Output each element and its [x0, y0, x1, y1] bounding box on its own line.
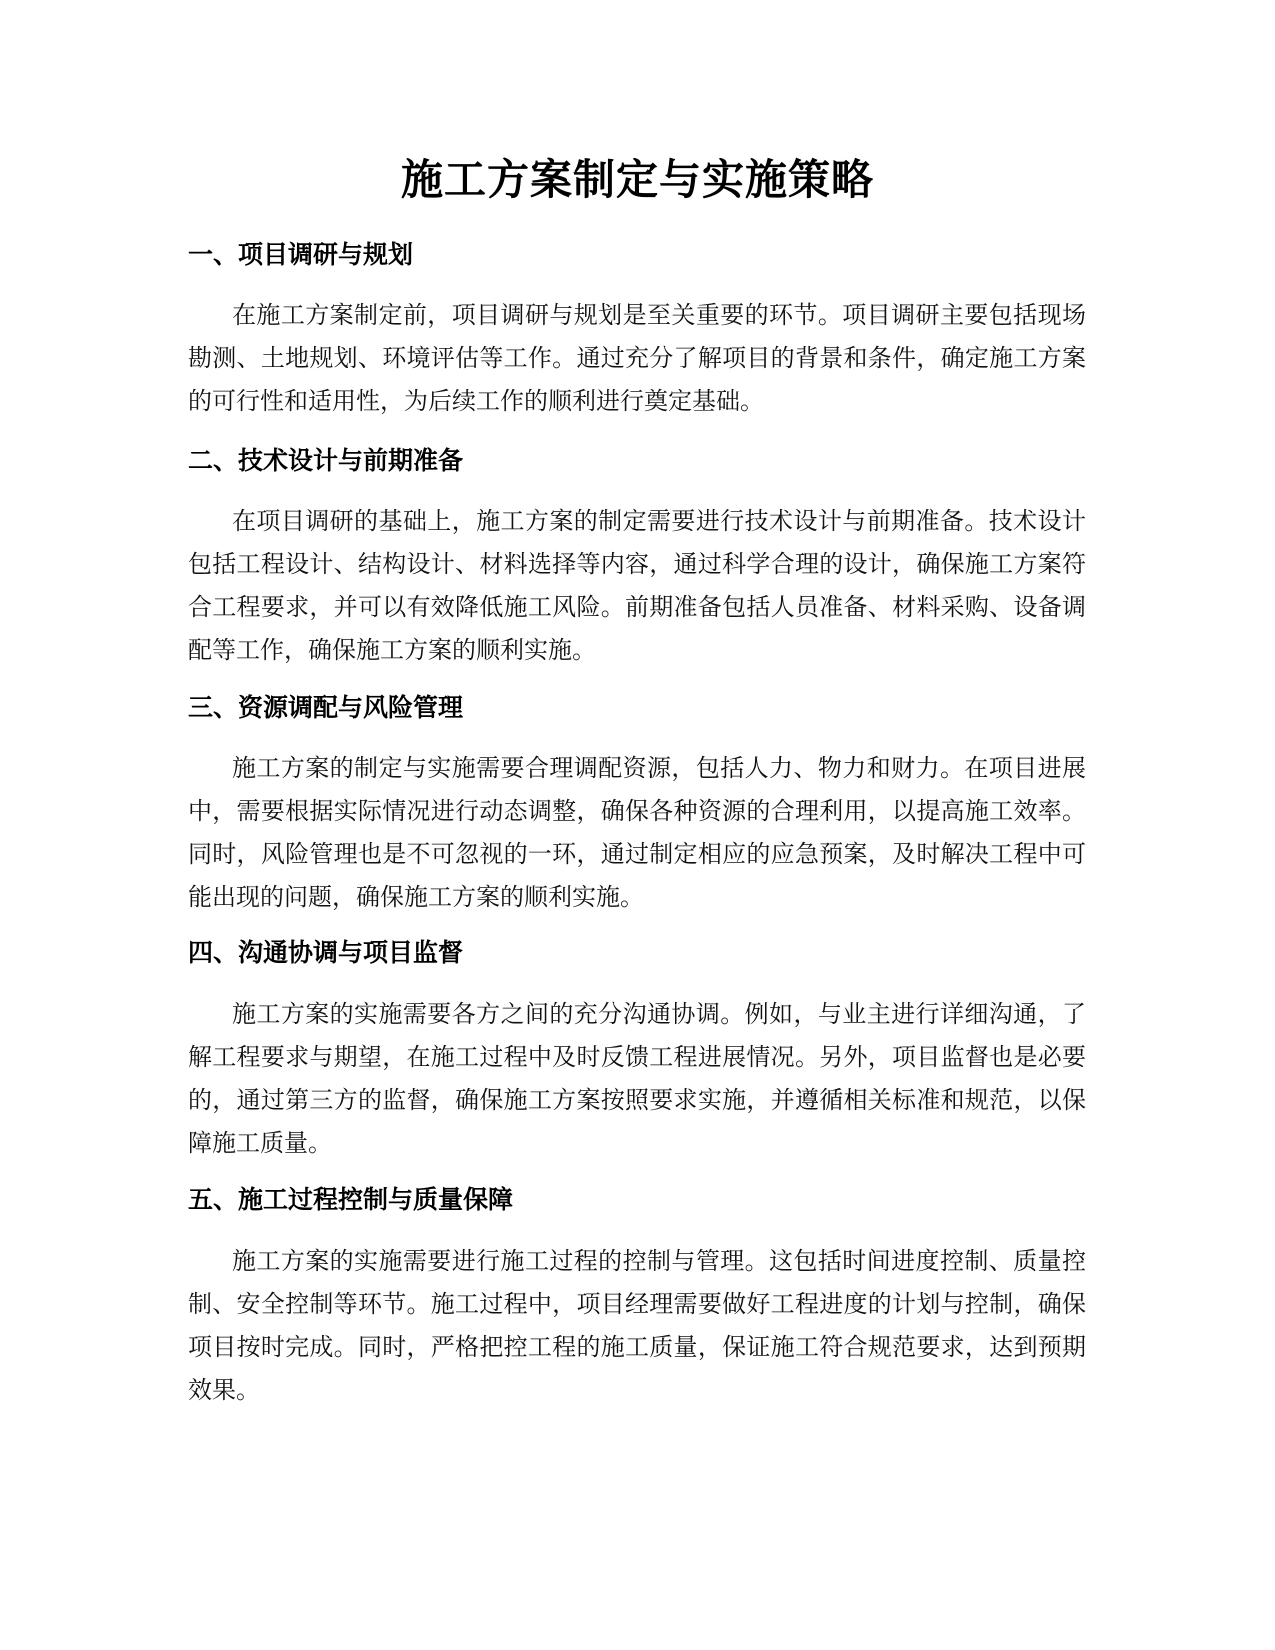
section-body-5: 施工方案的实施需要进行施工过程的控制与管理。这包括时间进度控制、质量控制、安全控制等环节。施工过程中，项目经理需要做好工程进度的计划与控制，确保项目按时完成。同时，严格把控工程的施工质量，保证施工符合规范要求，达到预期效果。	[188, 1247, 1086, 1404]
section-body-1: 在施工方案制定前，项目调研与规划是至关重要的环节。项目调研主要包括现场勘测、土地规划、环境评估等工作。通过充分了解项目的背景和条件，确定施工方案的可行性和适用性，为后续工作的顺利进行奠定基础。	[188, 301, 1086, 415]
section-heading-5: 五、施工过程控制与质量保障	[188, 1185, 514, 1214]
section-heading-4: 四、沟通协调与项目监督	[188, 938, 464, 967]
section-heading-3: 三、资源调配与风险管理	[188, 693, 464, 722]
section-body-4: 施工方案的实施需要各方之间的充分沟通协调。例如，与业主进行详细沟通，了解工程要求与期望，在施工过程中及时反馈工程进展情况。另外，项目监督也是必要的，通过第三方的监督，确保施工方案按照要求实施，并遵循相关标准和规范，以保障施工质量。	[188, 1000, 1086, 1157]
section-body-3: 施工方案的制定与实施需要合理调配资源，包括人力、物力和财力。在项目进展中，需要根据实际情况进行动态调整，确保各种资源的合理利用，以提高施工效率。同时，风险管理也是不可忽视的一环，通过制定相应的应急预案，及时解决工程中可能出现的问题，确保施工方案的顺利实施。	[188, 754, 1086, 911]
section-body-2: 在项目调研的基础上，施工方案的制定需要进行技术设计与前期准备。技术设计包括工程设计、结构设计、材料选择等内容，通过科学合理的设计，确保施工方案符合工程要求，并可以有效降低施工风险。前期准备包括人员准备、材料采购、设备调配等工作，确保施工方案的顺利实施。	[188, 507, 1086, 664]
document-title: 施工方案制定与实施策略	[400, 155, 874, 204]
section-heading-1: 一、项目调研与规划	[188, 240, 414, 269]
section-heading-2: 二、技术设计与前期准备	[188, 446, 464, 475]
